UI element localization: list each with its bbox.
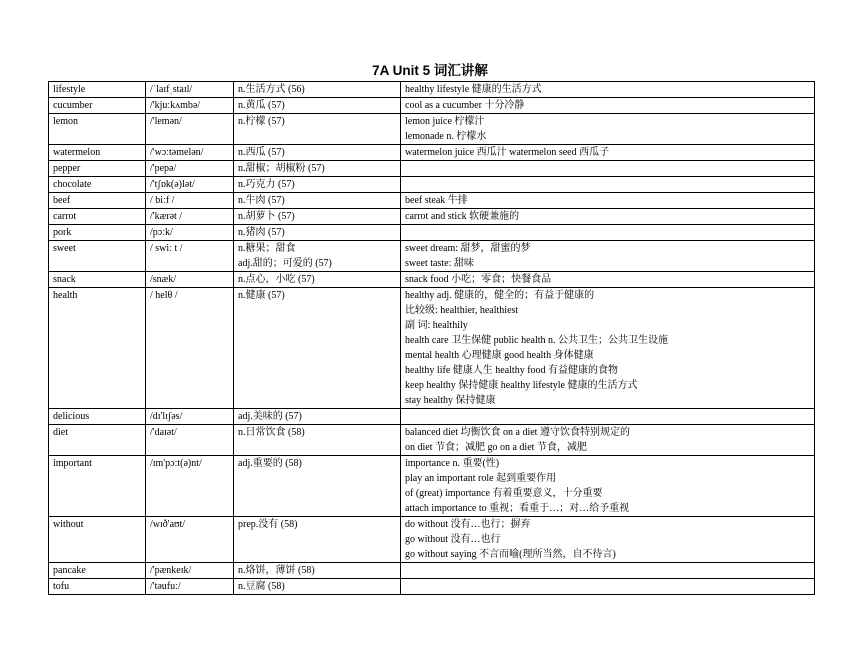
phonetic-cell-line: /ɪm'pɔːt(ə)nt/ [150,458,202,469]
meaning-cell [234,177,401,193]
phonetic-cell-line: /dɪ'lɪʃəs/ [150,411,183,422]
vocab-row [49,579,815,595]
notes-cell [401,288,815,409]
phonetic-cell [146,563,234,579]
word-cell [49,409,146,425]
word-cell-line: delicious [53,411,90,422]
page-title: 7A Unit 5 词汇讲解 [372,63,488,78]
meaning-cell-line: n.西瓜 (57) [238,147,285,158]
vocab-row [49,563,815,579]
notes-cell-line: on diet 节食；减肥 go on a diet 节食，减肥 [405,442,587,453]
phonetic-cell-line: /ˈlaɪfˌstaɪl/ [150,84,193,95]
vocab-row [49,409,815,425]
phonetic-cell [146,114,234,145]
meaning-cell [234,288,401,409]
notes-cell-line: watermelon juice 西瓜汁 watermelon seed 西瓜子 [405,147,610,158]
notes-cell [401,145,815,161]
word-cell [49,98,146,114]
meaning-cell-line: adj.重要的 (58) [238,458,302,469]
notes-cell [401,425,815,456]
notes-cell [401,272,815,288]
vocab-row [49,517,815,563]
notes-cell-line: beef steak 牛排 [405,195,468,206]
word-cell [49,177,146,193]
meaning-cell-line: n.健康 (57) [238,290,285,301]
meaning-cell-line: n.牛肉 (57) [238,195,285,206]
phonetic-cell-line: /pɔːk/ [150,227,173,238]
notes-cell [401,82,815,98]
notes-cell [401,193,815,209]
word-cell [49,272,146,288]
meaning-cell-line: n.糖果；甜食 [238,243,296,254]
phonetic-cell [146,145,234,161]
word-cell [49,209,146,225]
notes-cell-line: importance n. 重要(性) [405,458,500,469]
word-cell-line: pork [53,227,72,238]
vocab-row [49,82,815,98]
notes-cell [401,177,815,193]
word-cell [49,579,146,595]
vocab-row [49,425,815,456]
notes-cell-line: snack food 小吃；零食；快餐食品 [405,274,552,285]
vocab-row [49,456,815,517]
vocab-row [49,98,815,114]
vocab-row [49,177,815,193]
notes-cell-line: balanced diet 均衡饮食 on a diet 遵守饮食特别规定的 [405,427,630,438]
notes-cell-line: play an important role 起到重要作用 [405,473,557,484]
meaning-cell-line: n.生活方式 (56) [238,84,305,95]
phonetic-cell [146,98,234,114]
word-cell-line: pancake [53,565,86,576]
word-cell-line: beef [53,195,71,206]
meaning-cell [234,409,401,425]
notes-cell [401,456,815,517]
notes-cell-line: do without 没有…也行；摒弃 [405,519,531,530]
meaning-cell [234,82,401,98]
notes-cell-line: 副 词: healthily [405,320,468,331]
meaning-cell [234,563,401,579]
notes-cell-line: 比较级: healthier, healthiest [405,305,519,316]
meaning-cell [234,425,401,456]
notes-cell-line: lemonade n. 柠檬水 [405,131,487,142]
notes-cell-line: health care 卫生保健 public health n. 公共卫生；公共卫生设施 [405,335,669,346]
meaning-cell [234,114,401,145]
notes-cell-line [405,177,810,192]
vocab-row [49,145,815,161]
phonetic-cell [146,456,234,517]
phonetic-cell-line: /'wɔːtəmelən/ [150,147,204,158]
phonetic-cell-line: /'pepə/ [150,163,177,174]
phonetic-cell [146,409,234,425]
word-cell [49,288,146,409]
notes-cell [401,209,815,225]
meaning-cell-line: n.胡萝卜 (57) [238,211,295,222]
meaning-cell-line: n.巧克力 (57) [238,179,295,190]
notes-cell-line: keep healthy 保持健康 healthy lifestyle 健康的生活方式 [405,380,638,391]
word-cell [49,145,146,161]
notes-cell-line: sweet taste: 甜味 [405,258,474,269]
word-cell-line: snack [53,274,76,285]
notes-cell-line: attach importance to 重视；看重于…；对…给予重视 [405,503,630,514]
phonetic-cell-line: /'tʃɒk(ə)lət/ [150,179,195,190]
notes-cell-line: of (great) importance 有着重要意义，十分重要 [405,488,603,499]
notes-cell-line: lemon juice 柠檬汁 [405,116,485,127]
word-cell [49,241,146,272]
meaning-cell [234,161,401,177]
phonetic-cell [146,425,234,456]
notes-cell-line: cool as a cucumber 十分冷静 [405,100,525,111]
word-cell-line: lemon [53,116,78,127]
vocab-row [49,114,815,145]
phonetic-cell-line: /'lemən/ [150,116,182,127]
notes-cell [401,161,815,177]
vocab-row [49,225,815,241]
notes-cell [401,114,815,145]
meaning-cell [234,579,401,595]
word-cell-line: watermelon [53,147,101,158]
phonetic-cell [146,193,234,209]
phonetic-cell [146,579,234,595]
notes-cell-line [405,409,810,424]
meaning-cell-line: n.甜椒；胡椒粉 (57) [238,163,325,174]
phonetic-cell-line: / swiː t / [150,243,183,254]
phonetic-cell-line: /snæk/ [150,274,177,285]
notes-cell-line: go without saying 不言而喻(理所当然，自不待言) [405,549,616,560]
notes-cell-line: healthy lifestyle 健康的生活方式 [405,84,542,95]
phonetic-cell-line: / helθ / [150,290,178,301]
meaning-cell-line: n.猪肉 (57) [238,227,285,238]
vocab-row [49,241,815,272]
phonetic-cell [146,272,234,288]
word-cell-line: diet [53,427,68,438]
meaning-cell-line: n.黄瓜 (57) [238,100,285,111]
word-cell [49,82,146,98]
vocab-row [49,209,815,225]
meaning-cell [234,145,401,161]
meaning-cell-line: adj.美味的 (57) [238,411,302,422]
word-cell [49,114,146,145]
word-cell-line: carrot [53,211,77,222]
notes-cell-line: healthy life 健康人生 healthy food 有益健康的食物 [405,365,619,376]
word-cell [49,161,146,177]
notes-cell [401,517,815,563]
meaning-cell-line: prep.没有 (58) [238,519,298,530]
notes-cell [401,225,815,241]
word-cell [49,563,146,579]
word-cell-line: important [53,458,92,469]
word-cell-line: health [53,290,78,301]
vocabulary-table-body [49,82,815,595]
meaning-cell [234,241,401,272]
phonetic-cell [146,517,234,563]
word-cell-line: chocolate [53,179,92,190]
phonetic-cell [146,241,234,272]
word-cell-line: cucumber [53,100,93,111]
phonetic-cell [146,177,234,193]
meaning-cell-line: n.豆腐 (58) [238,581,285,592]
meaning-cell-line: n.日常饮食 (58) [238,427,305,438]
meaning-cell [234,456,401,517]
word-cell [49,225,146,241]
phonetic-cell [146,82,234,98]
notes-cell-line [405,225,810,240]
notes-cell-line: stay healthy 保持健康 [405,395,496,406]
word-cell-line: lifestyle [53,84,86,95]
phonetic-cell [146,209,234,225]
notes-cell-line [405,563,810,578]
word-cell [49,193,146,209]
notes-cell [401,563,815,579]
word-cell-line: pepper [53,163,81,174]
phonetic-cell-line: /'təufuː/ [150,581,181,592]
word-cell [49,517,146,563]
meaning-cell-line: n.烙饼，薄饼 (58) [238,565,315,576]
phonetic-cell-line: /'kærət / [150,211,183,222]
phonetic-cell [146,225,234,241]
vocab-row [49,288,815,409]
meaning-cell [234,517,401,563]
phonetic-cell-line: /'kjuːkʌmbə/ [150,100,201,111]
notes-cell-line [405,579,810,594]
notes-cell-line: healthy adj. 健康的，健全的；有益于健康的 [405,290,595,301]
notes-cell [401,579,815,595]
meaning-cell [234,209,401,225]
meaning-cell [234,98,401,114]
vocab-row [49,193,815,209]
meaning-cell [234,272,401,288]
phonetic-cell [146,288,234,409]
meaning-cell-line: n.点心，小吃 (57) [238,274,315,285]
word-cell-line: tofu [53,581,70,592]
word-cell [49,425,146,456]
notes-cell-line: go without 没有…也行 [405,534,501,545]
meaning-cell-line: n.柠檬 (57) [238,116,285,127]
notes-cell [401,241,815,272]
word-cell-line: sweet [53,243,76,254]
phonetic-cell-line: /'pænkeɪk/ [150,565,192,576]
notes-cell [401,98,815,114]
notes-cell-line [405,161,810,176]
meaning-cell [234,225,401,241]
notes-cell-line: mental health 心理健康 good health 身体健康 [405,350,594,361]
notes-cell-line: sweet dream: 甜梦，甜蜜的梦 [405,243,531,254]
vocabulary-table [48,81,815,595]
word-cell [49,456,146,517]
phonetic-cell [146,161,234,177]
vocab-row [49,161,815,177]
notes-cell-line: carrot and stick 软硬兼施的 [405,211,520,222]
phonetic-cell-line: / biːf / [150,195,175,206]
meaning-cell-line: adj.甜的；可爱的 (57) [238,258,332,269]
vocab-row [49,272,815,288]
word-cell-line: without [53,519,84,530]
phonetic-cell-line: /'daɪət/ [150,427,177,438]
notes-cell [401,409,815,425]
phonetic-cell-line: /wɪð'aʊt/ [150,519,186,530]
meaning-cell [234,193,401,209]
